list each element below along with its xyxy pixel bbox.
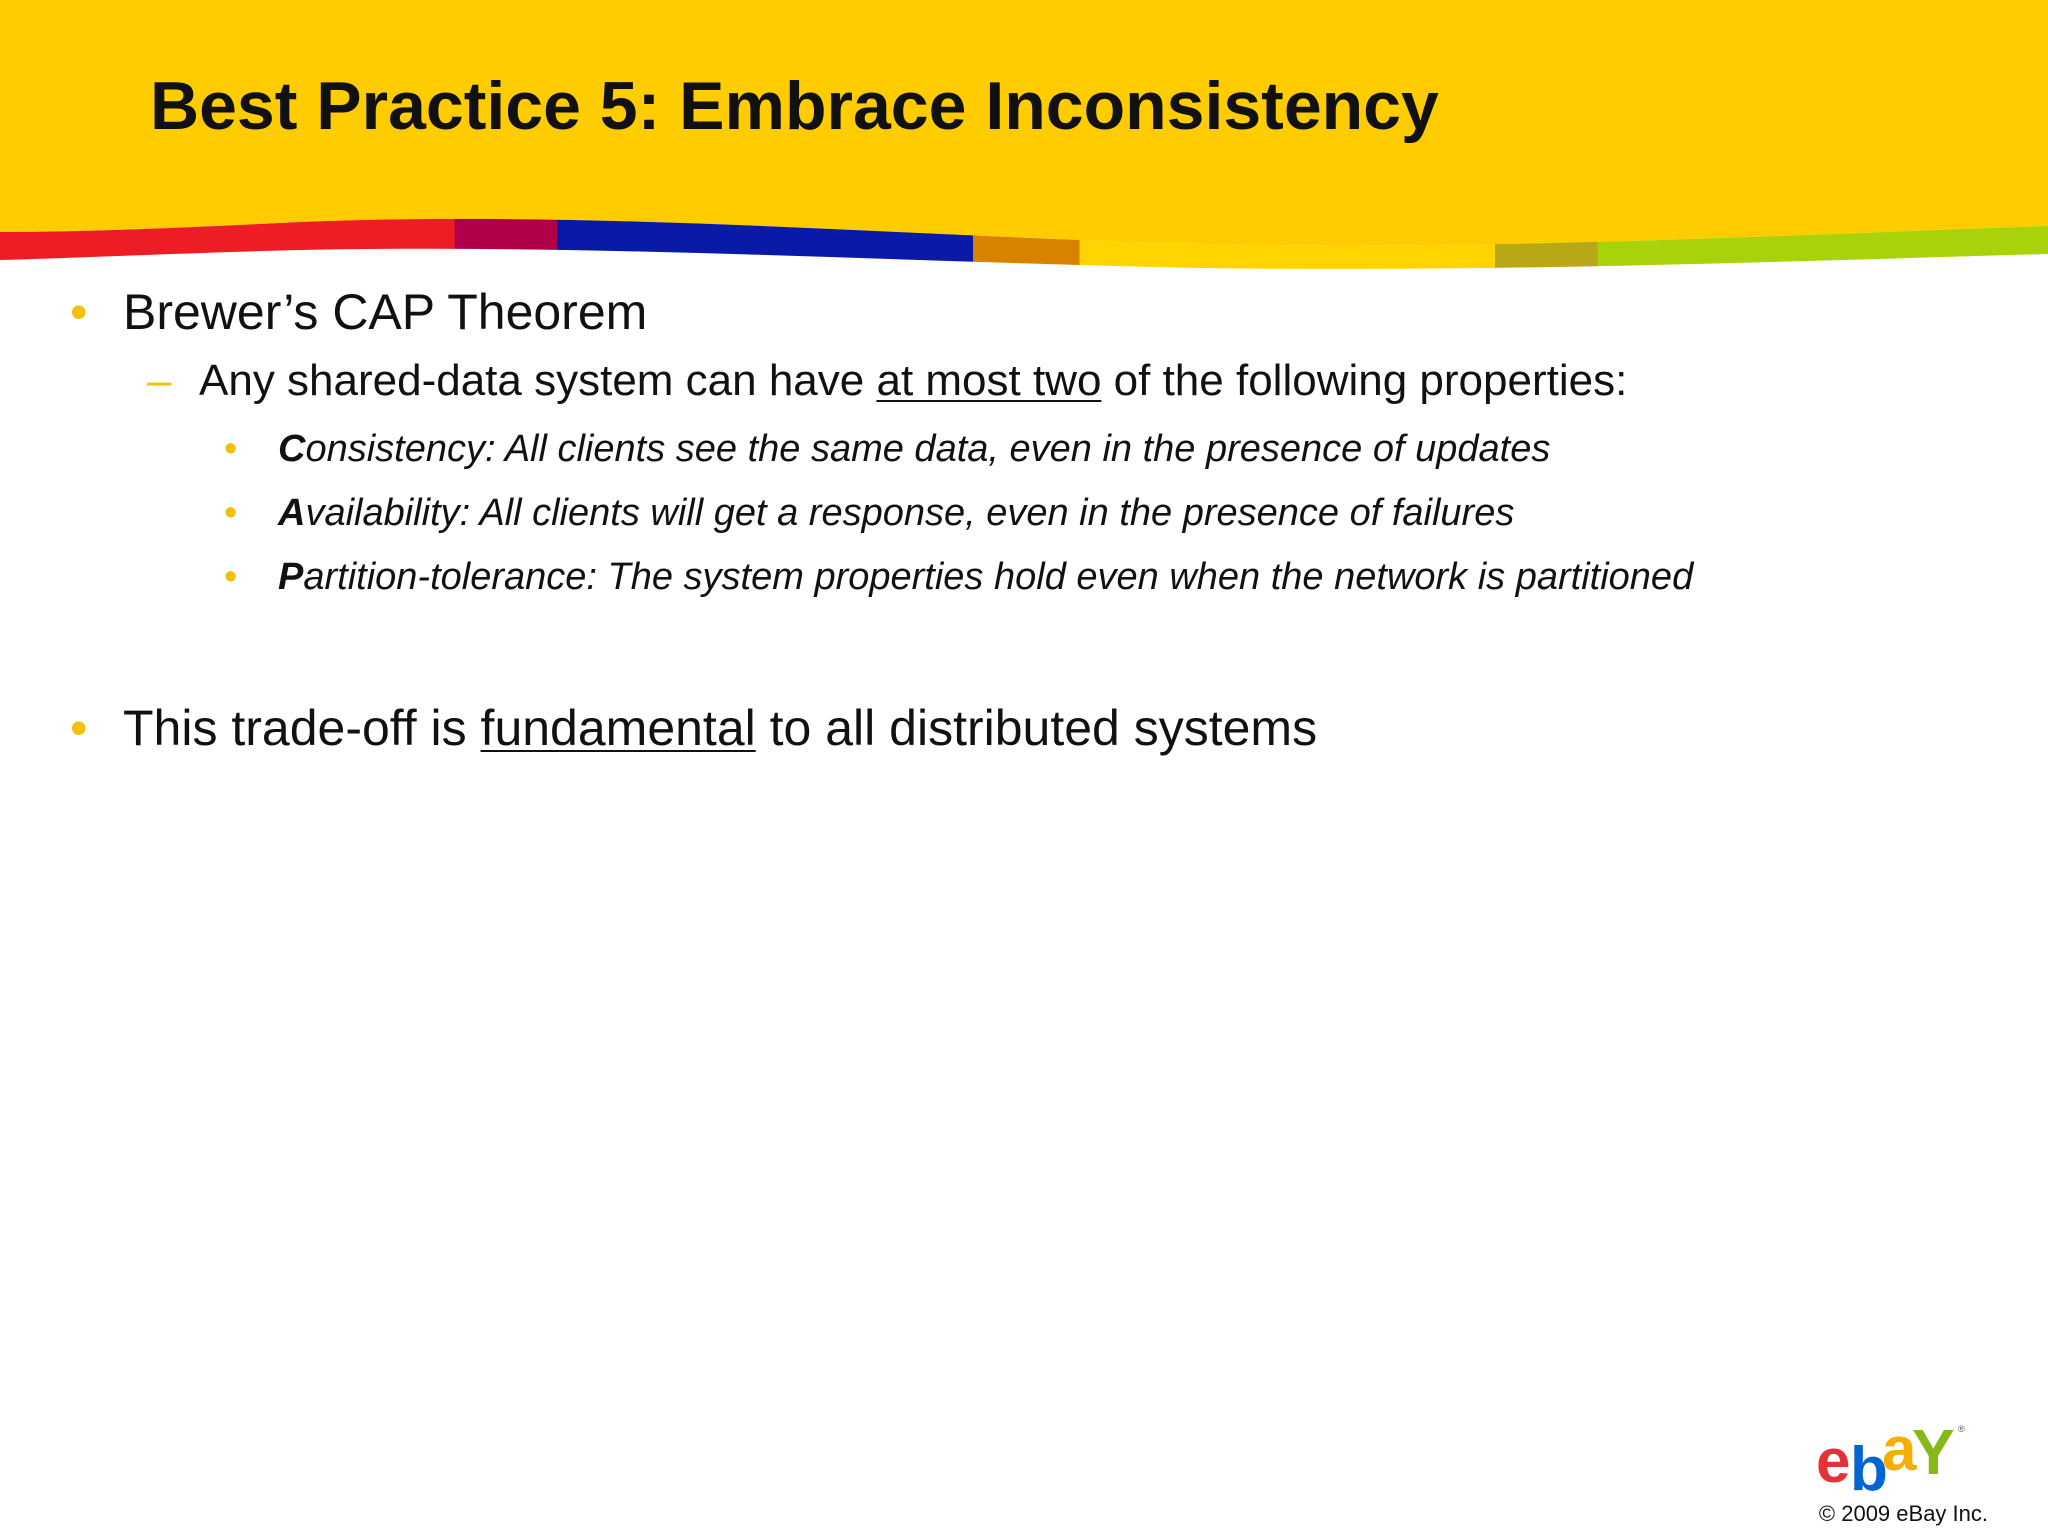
- property-availability-text: vailability: All clients will get a response, even in the presence of failures: [305, 492, 1515, 534]
- property-bullet-marker: •: [224, 556, 238, 598]
- property-consistency: [278, 425, 1550, 473]
- property-partition-tolerance-text: artition-tolerance: The system properties hold even when the network is partitioned: [303, 556, 1694, 598]
- underlined-fundamental: fundamental: [480, 700, 756, 756]
- copyright-notice: © 2009 eBay Inc.: [1818, 1501, 1988, 1526]
- property-bullet-marker: •: [224, 492, 238, 534]
- property-initial-c: C: [278, 428, 306, 470]
- trade-off-text-before: This trade-off is: [123, 700, 481, 756]
- bullet-cap-theorem: [123, 282, 647, 342]
- trade-off-text-after: to all distributed systems: [755, 700, 1318, 756]
- property-partition-tolerance: [278, 553, 1693, 601]
- property-initial-p: P: [278, 556, 304, 598]
- underlined-at-most-two: at most two: [876, 356, 1102, 405]
- logo-registered-mark: ®: [1958, 1424, 1965, 1434]
- bullet-text: Brewer’s CAP Theorem: [123, 284, 648, 340]
- property-bullet-marker: •: [224, 428, 238, 470]
- bullet-marker: •: [70, 284, 88, 340]
- bullet-marker: •: [70, 700, 88, 756]
- logo-letter-e: e: [1816, 1427, 1845, 1496]
- logo-letter-b: b: [1850, 1435, 1888, 1496]
- sub-bullet-text-after: of the following properties:: [1101, 356, 1628, 405]
- ebay-logo: [1812, 1418, 1972, 1496]
- logo-letter-y: Y: [1912, 1418, 1955, 1488]
- sub-bullet-text-before: Any shared-data system can have: [199, 356, 877, 405]
- sub-bullet-at-most-two: [199, 354, 1627, 408]
- property-consistency-text: onsistency: All clients see the same data, even in the presence of updates: [305, 428, 1551, 470]
- dash-marker: –: [147, 356, 172, 405]
- bullet-trade-off: [123, 698, 1317, 758]
- logo-letter-a: a: [1882, 1418, 1917, 1484]
- slide-title: Best Practice 5: Embrace Inconsistency: [150, 68, 1439, 144]
- property-availability: [278, 489, 1514, 537]
- property-initial-a: A: [278, 492, 306, 534]
